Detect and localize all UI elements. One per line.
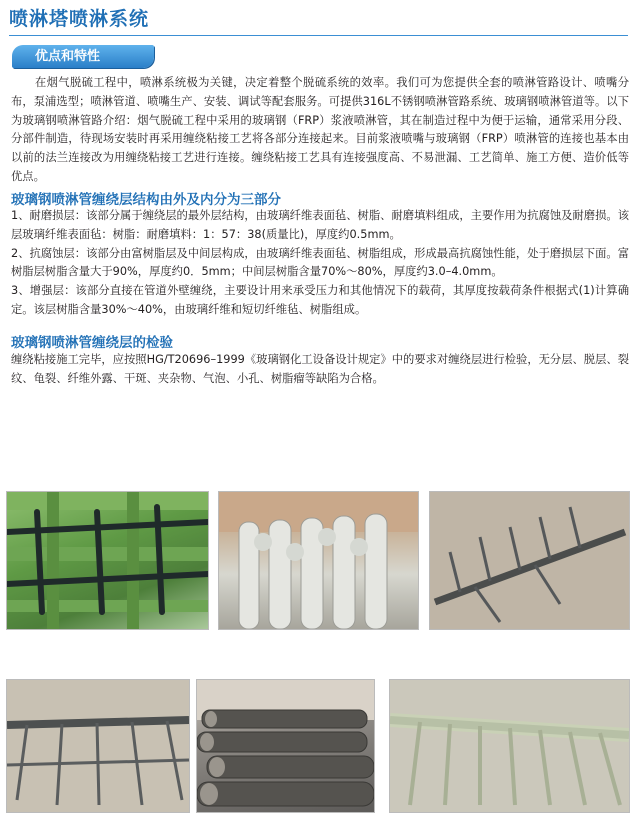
intro-paragraph: 在烟气脱硫工程中，喷淋系统极为关键，决定着整个脱硫系统的效率。我们可为您提供全套的喷淋管路设计、喷嘴分布，泵浦选型；喷淋管道、喷嘴生产、安装、调试等配套服务。可提供316L不锈钢喷淋管路系统、玻璃钢喷淋管道等。以下为玻璃钢喷淋管路介绍：烟气脱硫工程中采用的玻璃钢（FRP）浆液喷淋管，其在制造过程中为便于运输，通常采用分段、分部件制造，待现场安装时再采用缠绕粘接工艺将各部分连接起来。目前浆液喷嘴与玻璃钢（FRP）喷淋管的连接也基本由以前的法兰连接改为用缠绕粘接工艺进行连接。缠绕粘接工艺具有连接强度高、不易泄漏、工艺简单、施工方便、造价低等优点。 xyxy=(11,76,629,183)
layer-item-corrosion: 2、抗腐蚀层：该部分由富树脂层及中间层构成，由玻璃纤维表面毡、树脂组成，形成最高抗腐蚀性能，处于磨损层下面。富树脂层树脂含量大于90%，厚度约0．5mm；中间层树脂含量70%～80%，厚度约3.0–4.0mm。 xyxy=(11,246,629,279)
inspection-heading: 玻璃钢喷淋管缠绕层的检验 xyxy=(11,335,173,351)
title-divider xyxy=(9,35,628,36)
photo-spray-header-branches xyxy=(390,680,629,812)
layer-list xyxy=(11,207,629,320)
photo-frp-pipes-workshop xyxy=(219,492,418,629)
structure-heading: 玻璃钢喷淋管缠绕层结构由外及内分为三部分 xyxy=(11,192,281,208)
inspection-paragraph: 缠绕粘接施工完毕，应按照HG/T20696–1999《玻璃钢化工设备设计规定》中的要求对缠绕层进行检验，无分层、脱层、裂纹、龟裂、纤维外露、干斑、夹杂物、气泡、小孔、树脂瘤等缺陷为合格。 xyxy=(11,353,629,385)
section-tag xyxy=(12,45,154,68)
page-title: 喷淋塔喷淋系统 xyxy=(9,8,150,30)
photo-branched-pipe-floor xyxy=(430,492,629,629)
photo-header-pipe xyxy=(7,680,189,812)
layer-item-reinforcement: 3、增强层：该部分直接在管道外壁缠绕，主要设计用来承受压力和其他情况下的载荷，其厚度按载荷条件根据式(1)计算确定。该层树脂含量30%～40%，由玻璃纤维和短切纤维毡、树脂组成。 xyxy=(11,284,629,316)
photo-stacked-pipes xyxy=(197,680,374,812)
section-tag-label: 优点和特性 xyxy=(35,49,101,64)
photo-spray-pipes-green-frame xyxy=(7,492,208,629)
layer-item-wear: 1、耐磨损层：该部分属于缠绕层的最外层结构，由玻璃纤维表面毡、树脂、耐磨填料组成，主要作用为抗腐蚀及耐磨损。该层玻璃纤维表面毡：树脂：耐磨填料：1：57：38(质量比)，厚度约0.5mm。 xyxy=(11,209,629,241)
